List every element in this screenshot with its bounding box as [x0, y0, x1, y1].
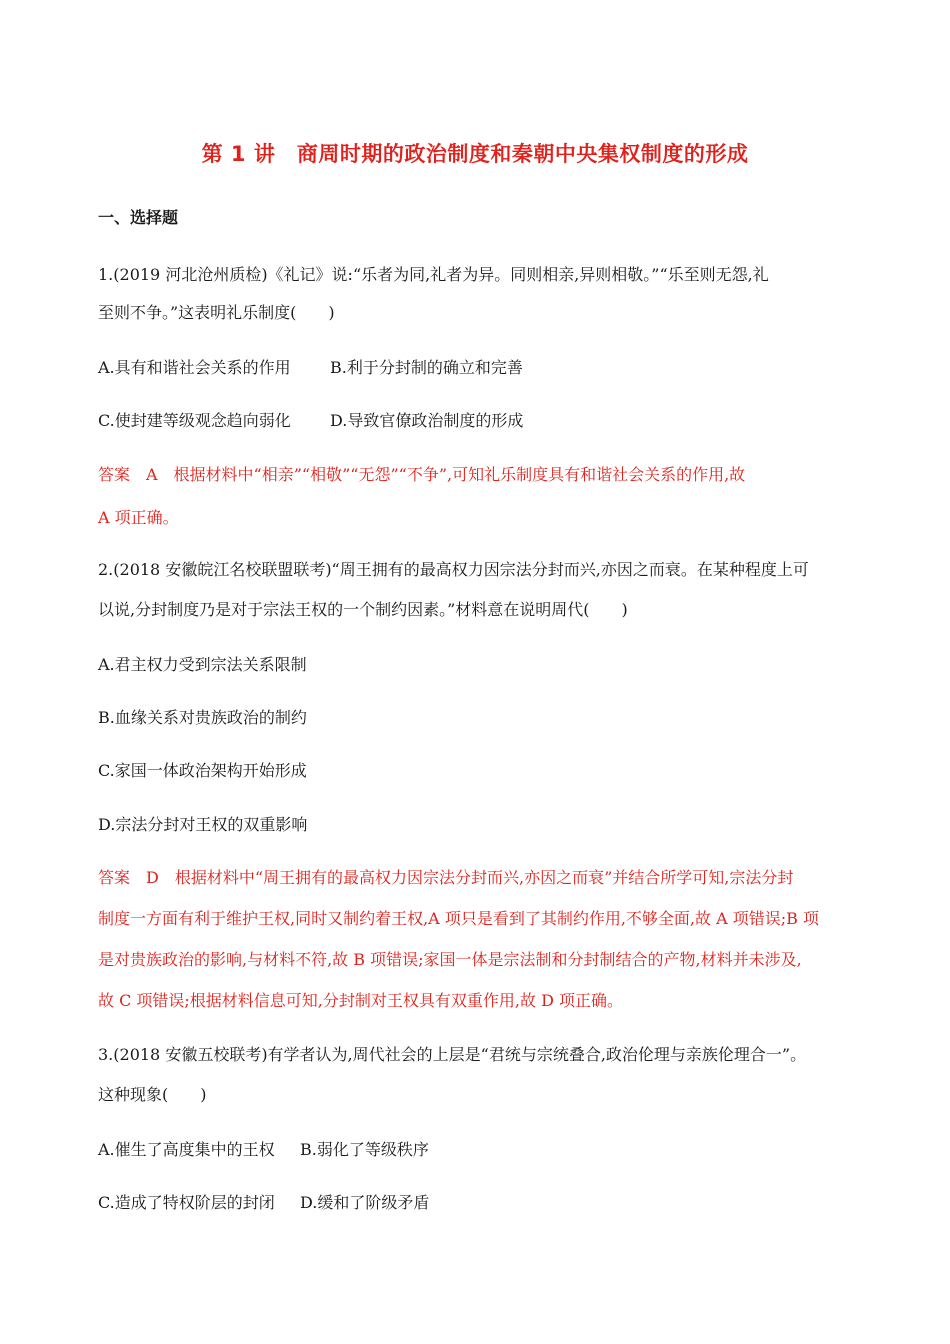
q1-answer-line1: 答案 A 根据材料中“相亲”“相敬”“无怨”“不争”,可知礼乐制度具有和谐社会关系的作用,故	[98, 465, 746, 484]
q2-answer-line4: 故 C 项错误;根据材料信息可知,分封制对王权具有双重作用,故 D 项正确。	[98, 991, 623, 1010]
q1-option-c: C.使封建等级观念趋向弱化	[98, 411, 291, 430]
q2-answer-line2: 制度一方面有利于维护王权,同时又制约着王权,A 项只是看到了其制约作用,不够全面,故 A 项错误;B 项	[98, 909, 819, 928]
q1-stem-line2: 至则不争。”这表明礼乐制度( )	[98, 303, 335, 322]
q2-stem-line2: 以说,分封制度乃是对于宗法王权的一个制约因素。”材料意在说明周代( )	[98, 600, 628, 619]
q1-stem-line1: 1.(2019 河北沧州质检)《礼记》说:“乐者为同,礼者为异。同则相亲,异则相敬。”“乐至则无怨,礼	[98, 265, 769, 284]
q2-stem-line1: 2.(2018 安徽皖江名校联盟联考)“周王拥有的最高权力因宗法分封而兴,亦因之而衰。在某种程度上可	[98, 560, 809, 579]
q2-answer-line3: 是对贵族政治的影响,与材料不符,故 B 项错误;家国一体是宗法制和分封制结合的产物,材料并未涉及,	[98, 950, 802, 969]
q3-option-a: A.催生了高度集中的王权	[98, 1140, 275, 1159]
page-title: 第 1 讲 商周时期的政治制度和秦朝中央集权制度的形成	[201, 142, 749, 166]
q1-answer-line2: A 项正确。	[98, 508, 179, 527]
q3-option-c: C.造成了特权阶层的封闭	[98, 1193, 275, 1212]
q2-option-a: A.君主权力受到宗法关系限制	[98, 655, 307, 674]
q1-option-d: D.导致官僚政治制度的形成	[330, 411, 524, 430]
q1-option-b: B.利于分封制的确立和完善	[330, 358, 523, 377]
section-heading: 一、选择题	[98, 208, 179, 227]
q2-option-c: C.家国一体政治架构开始形成	[98, 761, 307, 780]
q2-option-b: B.血缘关系对贵族政治的制约	[98, 708, 307, 727]
q1-option-a: A.具有和谐社会关系的作用	[98, 358, 291, 377]
q2-option-d: D.宗法分封对王权的双重影响	[98, 815, 308, 834]
q3-option-b: B.弱化了等级秩序	[300, 1140, 429, 1159]
q2-answer-line1: 答案 D 根据材料中“周王拥有的最高权力因宗法分封而兴,亦因之而衰”并结合所学可知,宗法分封	[98, 868, 794, 887]
q3-option-d: D.缓和了阶级矛盾	[300, 1193, 430, 1212]
q3-stem-line2: 这种现象( )	[98, 1085, 207, 1104]
q3-stem-line1: 3.(2018 安徽五校联考)有学者认为,周代社会的上层是“君统与宗统叠合,政治伦理与亲族伦理合一”。	[98, 1045, 807, 1064]
